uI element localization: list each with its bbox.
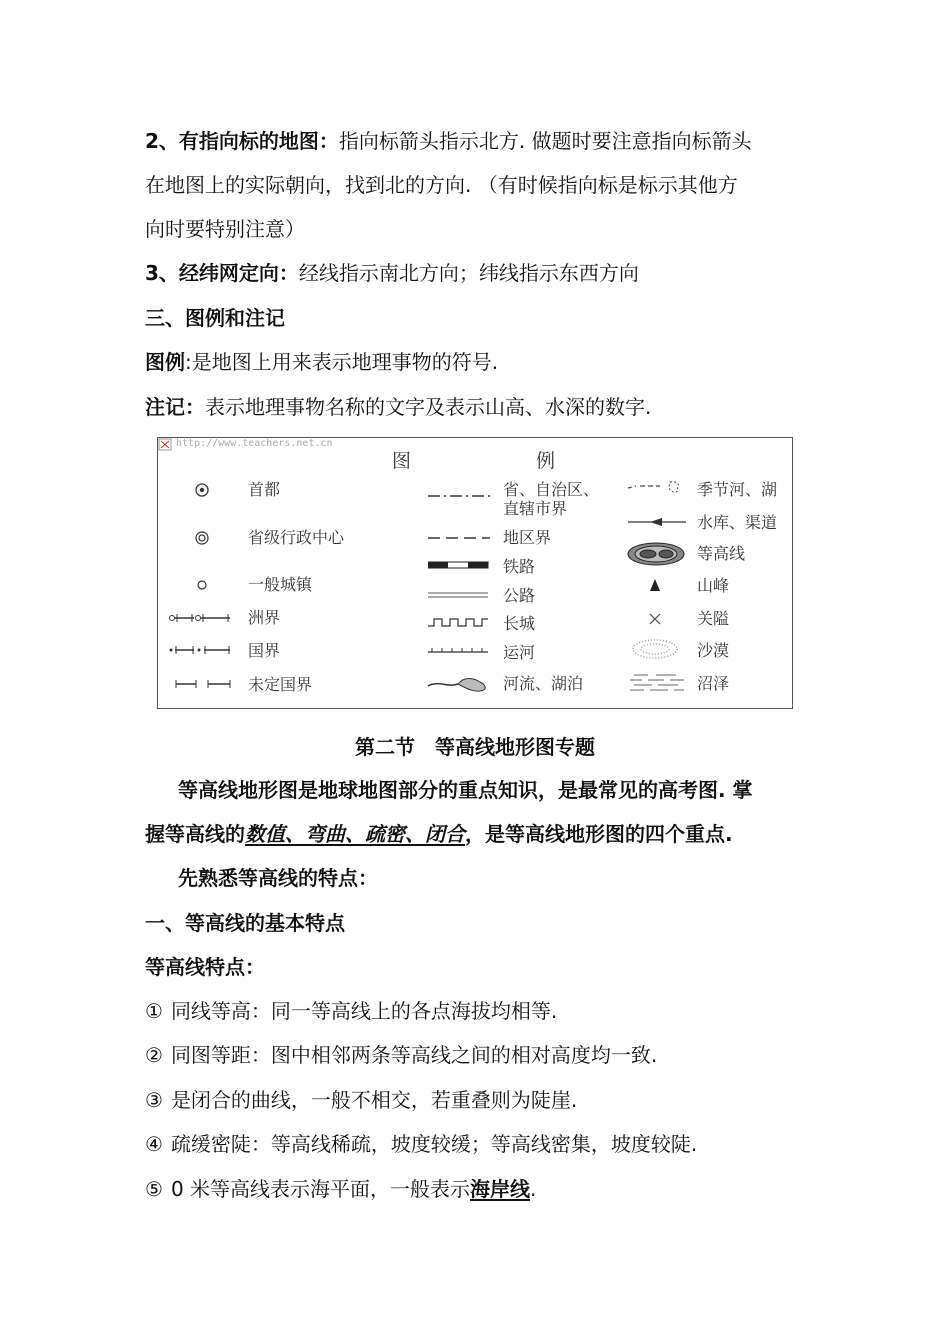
feature-text: 疏缓密陡：等高线稀疏，坡度较缓；等高线密集，坡度较陡. (170, 1132, 698, 1156)
feature-item (145, 1086, 577, 1114)
national-boundary-icon (168, 644, 232, 656)
feature-number: ② (145, 1043, 163, 1067)
section3-prefix: 3、 (145, 261, 179, 285)
section2-prefix: 2、 (145, 129, 179, 153)
feature-text: 是闭合的曲线，一般不相交，若重叠则为陡崖. (170, 1088, 578, 1112)
legend-definition (145, 348, 498, 376)
feature-item (145, 997, 557, 1025)
section2-line2: 在地图上的实际朝向，找到北的方向. （有时候指向标是标示其他方 (145, 173, 738, 197)
intro-line2 (145, 820, 733, 848)
section3-heading: 经纬网定向： (178, 261, 299, 285)
undetermined-boundary-icon (174, 678, 232, 690)
legend-provincial-boundary-label-1: 省、自治区、 (503, 480, 600, 499)
intro-line2-a: 握等高线的 (145, 822, 245, 846)
part3-heading: 三、图例和注记 (145, 306, 285, 330)
town-icon (196, 579, 208, 591)
legend-header-left: 图 (392, 450, 412, 472)
reservoir-canal-icon (626, 516, 688, 528)
highway-icon (428, 590, 490, 600)
swamp-icon (628, 672, 686, 694)
feature-text: 同图等距：图中相邻两条等高线之间的相对高度均一致. (170, 1043, 658, 1067)
legend-continent-boundary-label: 洲界 (248, 608, 281, 627)
section3-line (145, 259, 639, 287)
section2-heading: 有指向标的地图： (178, 129, 339, 153)
feature-number: ⑤ (145, 1177, 163, 1201)
section-title: 第二节 等高线地形图专题 (355, 735, 595, 759)
capital-icon (194, 482, 210, 498)
feature-number: ① (145, 999, 163, 1023)
mountain-pass-icon (648, 612, 662, 626)
coastline-term: 海岸线 (470, 1177, 531, 1201)
feature-item (145, 1130, 697, 1158)
legend-term: 图例 (145, 350, 185, 374)
legend-provincial-capital-label: 省级行政中心 (248, 528, 345, 547)
legend-peak-label: 山峰 (697, 576, 730, 595)
legend-contour-label: 等高线 (697, 544, 746, 563)
note-definition (145, 393, 651, 421)
intro-line1: 等高线地形图是地球地图部分的重点知识，是最常见的高考图. 掌 (178, 778, 753, 802)
legend-def-text: :是地图上用来表示地理事物的符号. (185, 350, 499, 374)
legend-source-url: http://www.teachers.net.cn (176, 438, 333, 449)
legend-swamp-label: 沼泽 (697, 674, 730, 693)
legend-capital-label: 首都 (248, 480, 281, 499)
legend-pass-label: 关隘 (697, 609, 730, 628)
desert-icon (630, 638, 680, 660)
district-boundary-icon (428, 534, 490, 542)
section2-text: 指向标箭头指示北方. 做题时要注意指向标箭头 (338, 129, 752, 153)
section2-line3: 向时要特别注意） (145, 217, 305, 241)
note-term: 注记： (145, 395, 205, 419)
mountain-peak-icon (648, 578, 662, 592)
great-wall-icon (428, 616, 490, 628)
river-lake-icon (426, 674, 492, 694)
legend-seasonal-river-label: 季节河、湖 (697, 480, 778, 499)
legend-undetermined-boundary-label: 未定国界 (248, 675, 313, 694)
legend-header-right: 例 (536, 450, 556, 472)
railway-icon (428, 560, 490, 570)
legend-town-label: 一般城镇 (248, 575, 313, 594)
legend-reservoir-label: 水库、渠道 (697, 513, 778, 532)
intro-line2-b: ，是等高线地形图的四个重点. (465, 822, 733, 846)
feature-number: ③ (145, 1088, 163, 1112)
intro-line3: 先熟悉等高线的特点： (178, 866, 378, 890)
legend-river-lake-label: 河流、湖泊 (503, 674, 584, 693)
legend-canal-label: 运河 (503, 643, 536, 662)
legend-railway-label: 铁路 (503, 557, 536, 576)
feature-number: ④ (145, 1132, 163, 1156)
broken-image-icon (158, 438, 178, 452)
feature-item (145, 1175, 536, 1203)
section3-text: 经线指示南北方向；纬线指示东西方向 (298, 261, 639, 285)
canal-icon (428, 645, 490, 655)
part1-heading: 一、等高线的基本特点 (145, 911, 345, 935)
intro-key-terms: 数值、弯曲、疏密、闭合 (245, 822, 465, 846)
map-legend-figure (157, 437, 793, 709)
feature-text: 同线等高：同一等高线上的各点海拔均相等. (170, 999, 558, 1023)
features-heading: 等高线特点： (145, 955, 265, 979)
note-def-text: 表示地理事物名称的文字及表示山高、水深的数字. (205, 395, 652, 419)
contour-line-icon (626, 541, 688, 567)
seasonal-river-icon (626, 480, 688, 494)
provincial-capital-icon (194, 530, 210, 546)
provincial-boundary-icon (428, 492, 490, 500)
continent-boundary-icon (168, 612, 232, 624)
legend-national-boundary-label: 国界 (248, 641, 281, 660)
section2-line1 (145, 127, 752, 155)
feature-text: 0 米等高线表示海平面，一般表示 (170, 1177, 471, 1201)
legend-district-boundary-label: 地区界 (503, 528, 552, 547)
legend-desert-label: 沙漠 (697, 641, 730, 660)
feature-item (145, 1041, 657, 1069)
legend-great-wall-label: 长城 (503, 614, 536, 633)
feature-text-end: . (530, 1177, 537, 1201)
legend-provincial-boundary-label-2: 直辖市界 (503, 499, 568, 518)
legend-highway-label: 公路 (503, 586, 536, 605)
